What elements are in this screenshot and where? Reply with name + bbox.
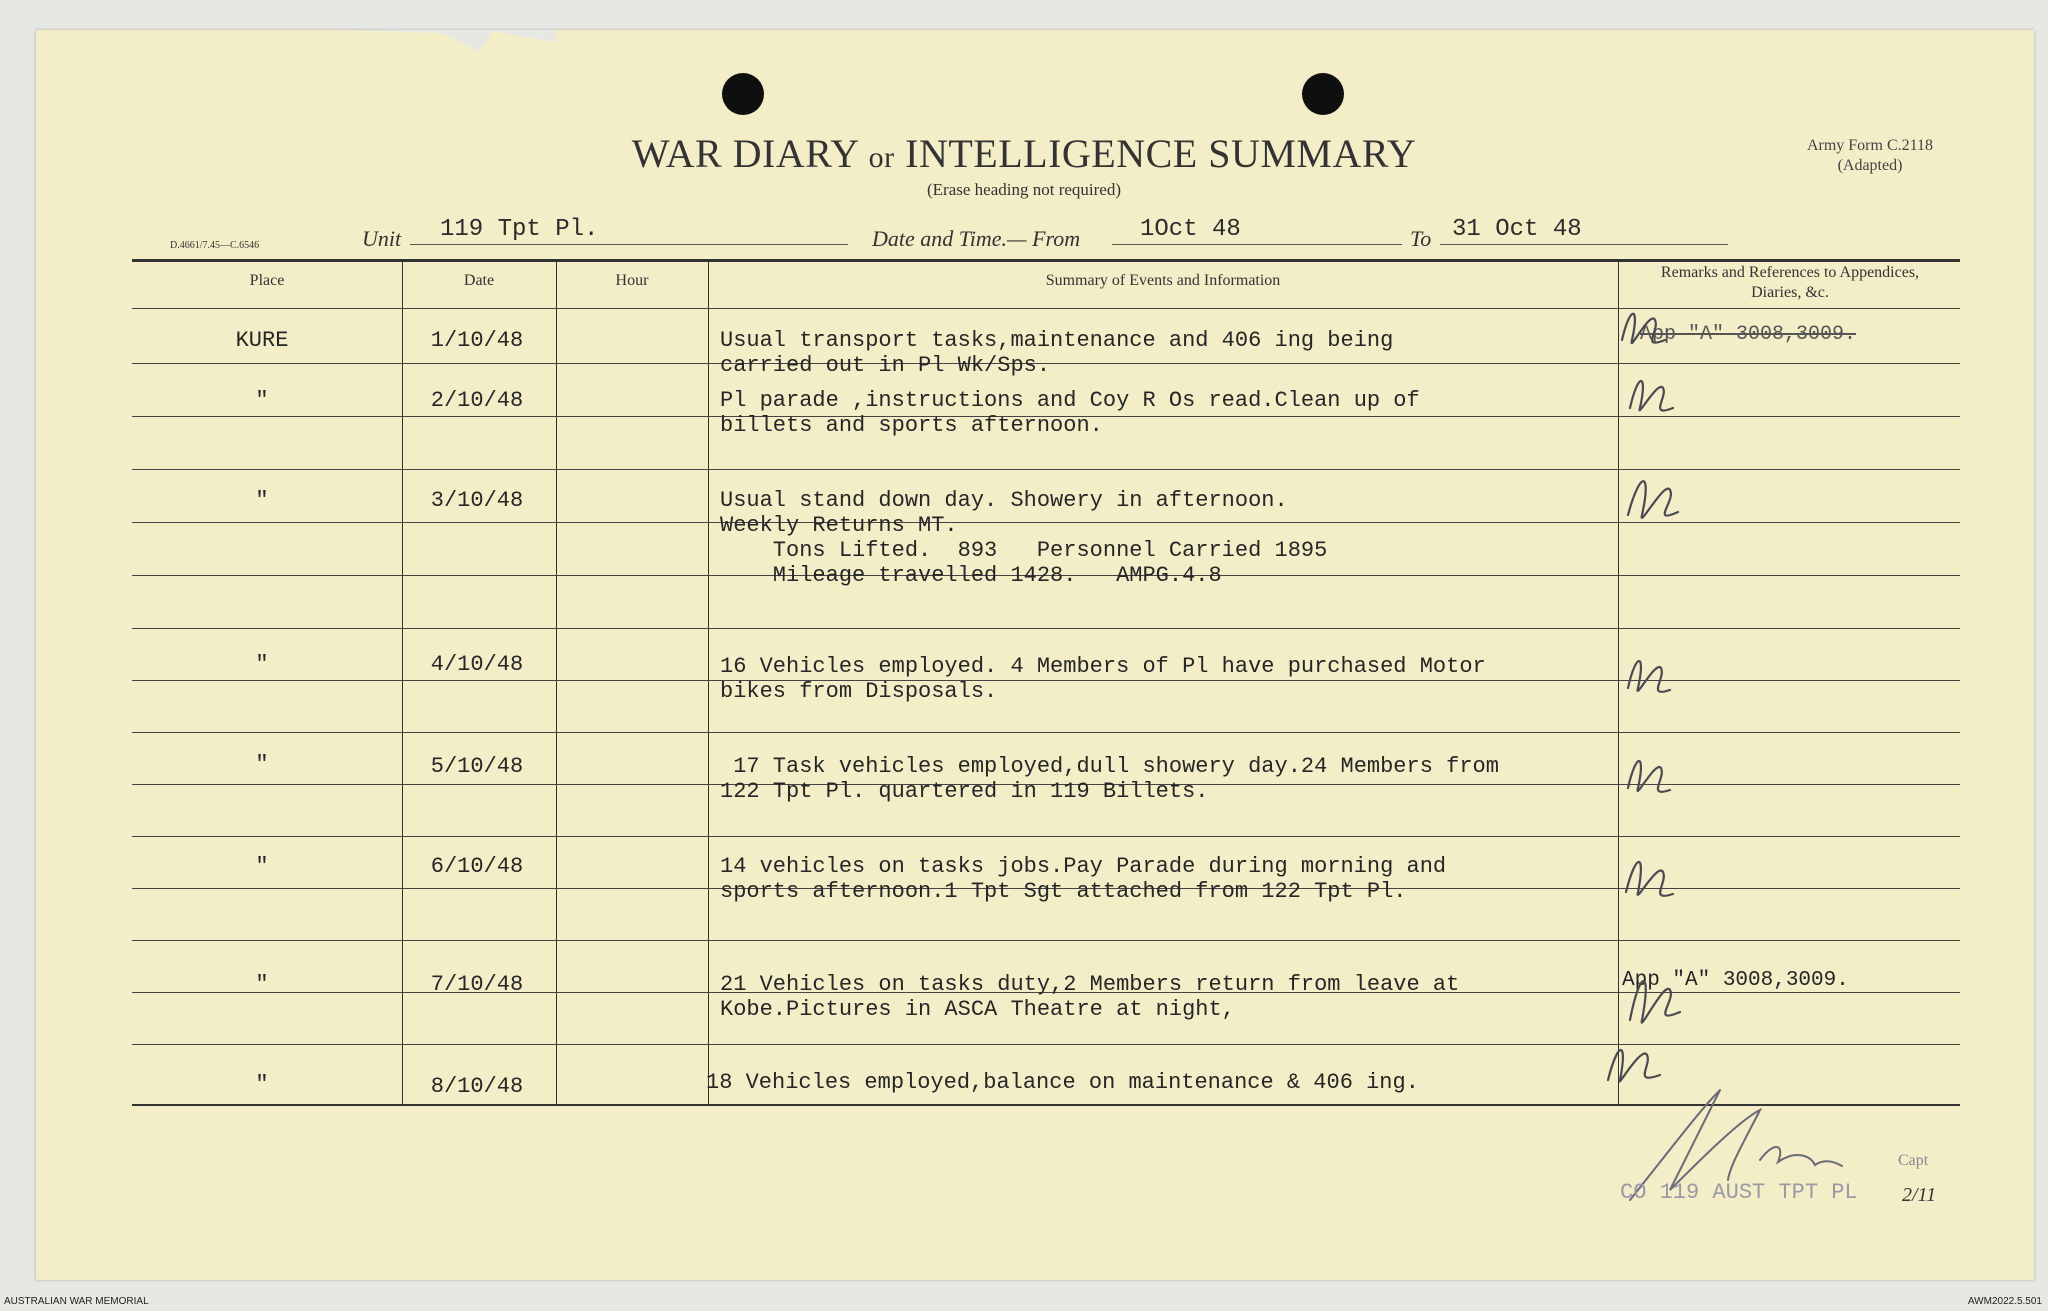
page-title [0,130,2048,177]
entry-date: 7/10/48 [430,972,524,997]
header-summary: Summary of Events and Information [1045,272,1281,289]
col-divider-date [556,262,557,1104]
punch-hole-left [722,73,764,115]
entry-date: 2/10/48 [430,388,524,413]
date-from-label: Date and Time.— From [872,226,1081,251]
header-date: Date [463,272,495,289]
initials-signatures [1610,300,1700,1080]
page-number: 2/11 [1902,1184,1937,1206]
entry-summary: Pl parade ,instructions and Coy R Os read.Clean up of billets and sports afternoon. [720,388,1420,438]
print-code: D.4661/7.45—C.6546 [170,240,260,251]
title-war-diary: WAR DIARY [631,131,859,176]
punch-hole-right [1302,73,1344,115]
unit-underline [410,244,848,245]
from-value: 1Oct 48 [1140,216,1241,243]
entry-summary: Usual stand down day. Showery in afternoon. Weekly Returns MT. Tons Lifted. 893 Personnel Carried 1895 Mileage travelled 1428. AMPG.4.8 [720,488,1328,588]
entry-place: " [255,488,269,513]
entry-summary: Usual transport tasks,maintenance and 406 ing being carried out in Pl Wk/Sps. [720,328,1394,378]
form-reference [1770,136,1970,176]
entry-summary: 14 vehicles on tasks jobs.Pay Parade during morning and sports afternoon.1 Tpt Sgt attached from 122 Tpt Pl. [720,854,1447,904]
entry-place: " [255,854,269,879]
from-underline [1112,244,1402,245]
entry-place: " [255,652,269,677]
entry-place: " [255,388,269,413]
entry-place: KURE [235,328,289,353]
entry-date: 4/10/48 [430,652,524,677]
entry-place: " [255,1072,269,1097]
subtitle: (Erase heading not required) [927,180,1121,199]
footer-right: AWM2022.5.501 [1967,1296,2042,1307]
header-remarks: Remarks and References to Appendices, Diaries, &c. [1660,264,1920,301]
entry-date: 3/10/48 [430,488,524,513]
signature-rank: Capt [1898,1152,1929,1169]
title-or: or [868,141,895,174]
entry-place: " [255,972,269,997]
entry-summary: 18 Vehicles employed,balance on maintenance & 406 ing. [706,1070,1419,1095]
form-number: Army Form C.2118 [1806,137,1934,154]
entry-place: " [255,752,269,777]
entry-remarks: App "A" 3008,3009. [1640,323,1857,346]
entry-summary: 21 Vehicles on tasks duty,2 Members return from leave at Kobe.Pictures in ASCA Theatre at night, [720,972,1460,1022]
entry-date: 1/10/48 [430,328,524,353]
entry-date: 5/10/48 [430,754,524,779]
footer-left: AUSTRALIAN WAR MEMORIAL [4,1296,149,1307]
header-place: Place [249,272,285,289]
entry-remarks: App "A" 3008,3009. [1622,969,1849,992]
to-value: 31 Oct 48 [1452,216,1582,243]
entry-date: 6/10/48 [430,854,524,879]
col-divider-hour [708,262,709,1104]
title-intelligence-summary: INTELLIGENCE SUMMARY [905,131,1417,176]
header-hour: Hour [615,272,649,289]
unit-stamp: CO 119 AUST TPT PL [1620,1180,1858,1205]
entry-date: 8/10/48 [430,1074,524,1099]
to-underline [1440,244,1728,245]
entry-summary: 17 Task vehicles employed,dull showery day.24 Members from 122 Tpt Pl. quartered in 119 Billets. [720,754,1499,804]
to-label: To [1410,226,1432,251]
unit-value: 119 Tpt Pl. [440,216,599,243]
form-adapted: (Adapted) [1837,157,1903,174]
entry-summary: 16 Vehicles employed. 4 Members of Pl have purchased Motor bikes from Disposals. [720,654,1486,704]
unit-label: Unit [362,226,402,251]
table-top-rule [132,259,1960,262]
